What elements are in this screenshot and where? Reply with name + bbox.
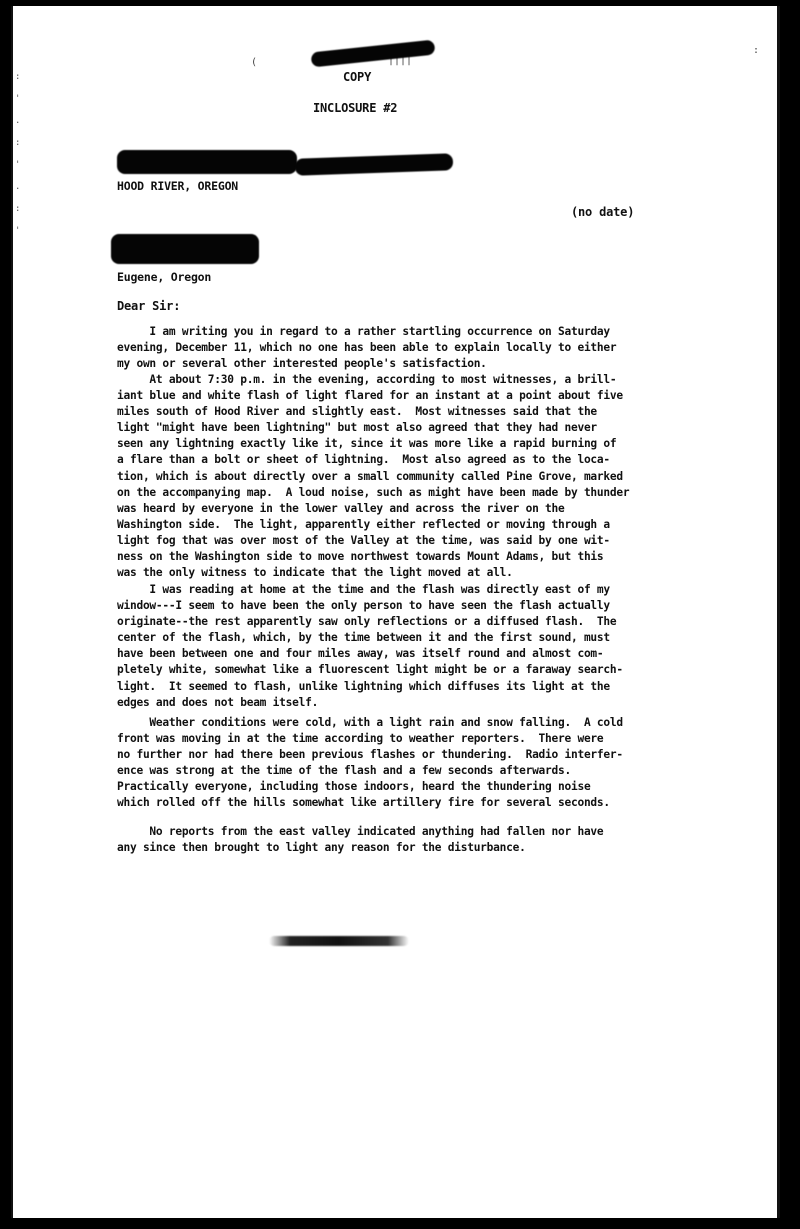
text-line: window---I seem to have been the only person to have seen the flash actually — [117, 599, 610, 613]
text-line: Washington side. The light, apparently either reflected or moving through a — [117, 517, 610, 531]
sender-location: HOOD RIVER, OREGON — [117, 179, 239, 193]
text-line: have been between one and four miles away, was itself round and almost com- — [117, 647, 604, 661]
page-speck: : — [753, 45, 760, 56]
text-line: At about 7:30 p.m. in the evening, according to most witnesses, a brill- — [117, 373, 617, 386]
copy-label: COPY — [343, 70, 372, 84]
text-line: which rolled off the hills somewhat like artillery fire for several seconds. — [117, 796, 610, 810]
page-speck: ( — [251, 57, 258, 68]
page-edge-specks: : ' . : ' . : ' — [15, 72, 21, 236]
text-line: Practically everyone, including those indoors, heard the thundering noise — [117, 780, 591, 794]
text-line: a flare than a bolt or sheet of lightning. Most also agreed as to the loca- — [117, 453, 610, 467]
text-line: evening, December 11, which no one has been able to explain locally to either — [117, 341, 617, 355]
text-line: front was moving in at the time according to weather reporters. There were — [117, 732, 604, 746]
redaction-sender-address — [295, 153, 453, 176]
text-line: No reports from the east valley indicated anything had fallen nor have — [117, 825, 604, 838]
text-line: was the only witness to indicate that the light moved at all. — [117, 566, 513, 580]
redaction-signature — [269, 936, 409, 946]
text-line: light "might have been lightning" but most also agreed that they had never — [117, 421, 597, 435]
text-line: originate--the rest apparently saw only reflections or a diffused flash. The — [117, 615, 617, 629]
paragraph-1 — [117, 324, 616, 372]
recipient-location: Eugene, Oregon — [117, 270, 212, 284]
salutation: Dear Sir: — [117, 299, 181, 313]
page-speck: |||| — [388, 55, 413, 66]
enclosure-label: INCLOSURE #2 — [313, 101, 398, 115]
paragraph-2 — [117, 372, 629, 581]
redaction-header — [311, 40, 436, 68]
text-line: light. It seemed to flash, unlike lightning which diffuses its light at the — [117, 679, 610, 693]
redaction-recipient — [111, 234, 259, 264]
text-line: I was reading at home at the time and the flash was directly east of my — [117, 583, 610, 596]
text-line: edges and does not beam itself. — [117, 695, 319, 709]
text-line: my own or several other interested people's satisfaction. — [117, 357, 487, 371]
date-note: (no date) — [571, 205, 635, 219]
text-line: seen any lightning exactly like it, since it was more like a rapid burning of — [117, 437, 617, 451]
text-line: was heard by everyone in the lower valley and across the river on the — [117, 501, 565, 515]
paragraph-4 — [117, 715, 623, 812]
paragraph-3 — [117, 582, 623, 711]
paragraph-5 — [117, 824, 603, 856]
text-line: I am writing you in regard to a rather startling occurrence on Saturday — [117, 325, 610, 338]
text-line: light fog that was over most of the Valley at the time, was said by one wit- — [117, 533, 610, 547]
text-line: miles south of Hood River and slightly east. Most witnesses said that the — [117, 405, 597, 419]
text-line: any since then brought to light any reason for the disturbance. — [117, 841, 526, 855]
text-line: tion, which is about directly over a small community called Pine Grove, marked — [117, 469, 623, 483]
text-line: Weather conditions were cold, with a light rain and snow falling. A cold — [117, 716, 623, 729]
text-line: center of the flash, which, by the time between it and the first sound, must — [117, 631, 610, 645]
text-line: pletely white, somewhat like a fluorescent light might be or a faraway search- — [117, 663, 623, 677]
redaction-sender-name — [117, 150, 297, 174]
text-line: ness on the Washington side to move northwest towards Mount Adams, but this — [117, 550, 604, 564]
text-line: no further nor had there been previous flashes or thundering. Radio interfer- — [117, 748, 623, 762]
document-page — [11, 6, 780, 1218]
text-line: on the accompanying map. A loud noise, such as might have been made by thunder — [117, 485, 630, 499]
text-line: ence was strong at the time of the flash and a few seconds afterwards. — [117, 764, 571, 778]
text-line: iant blue and white flash of light flared for an instant at a point about five — [117, 389, 623, 403]
